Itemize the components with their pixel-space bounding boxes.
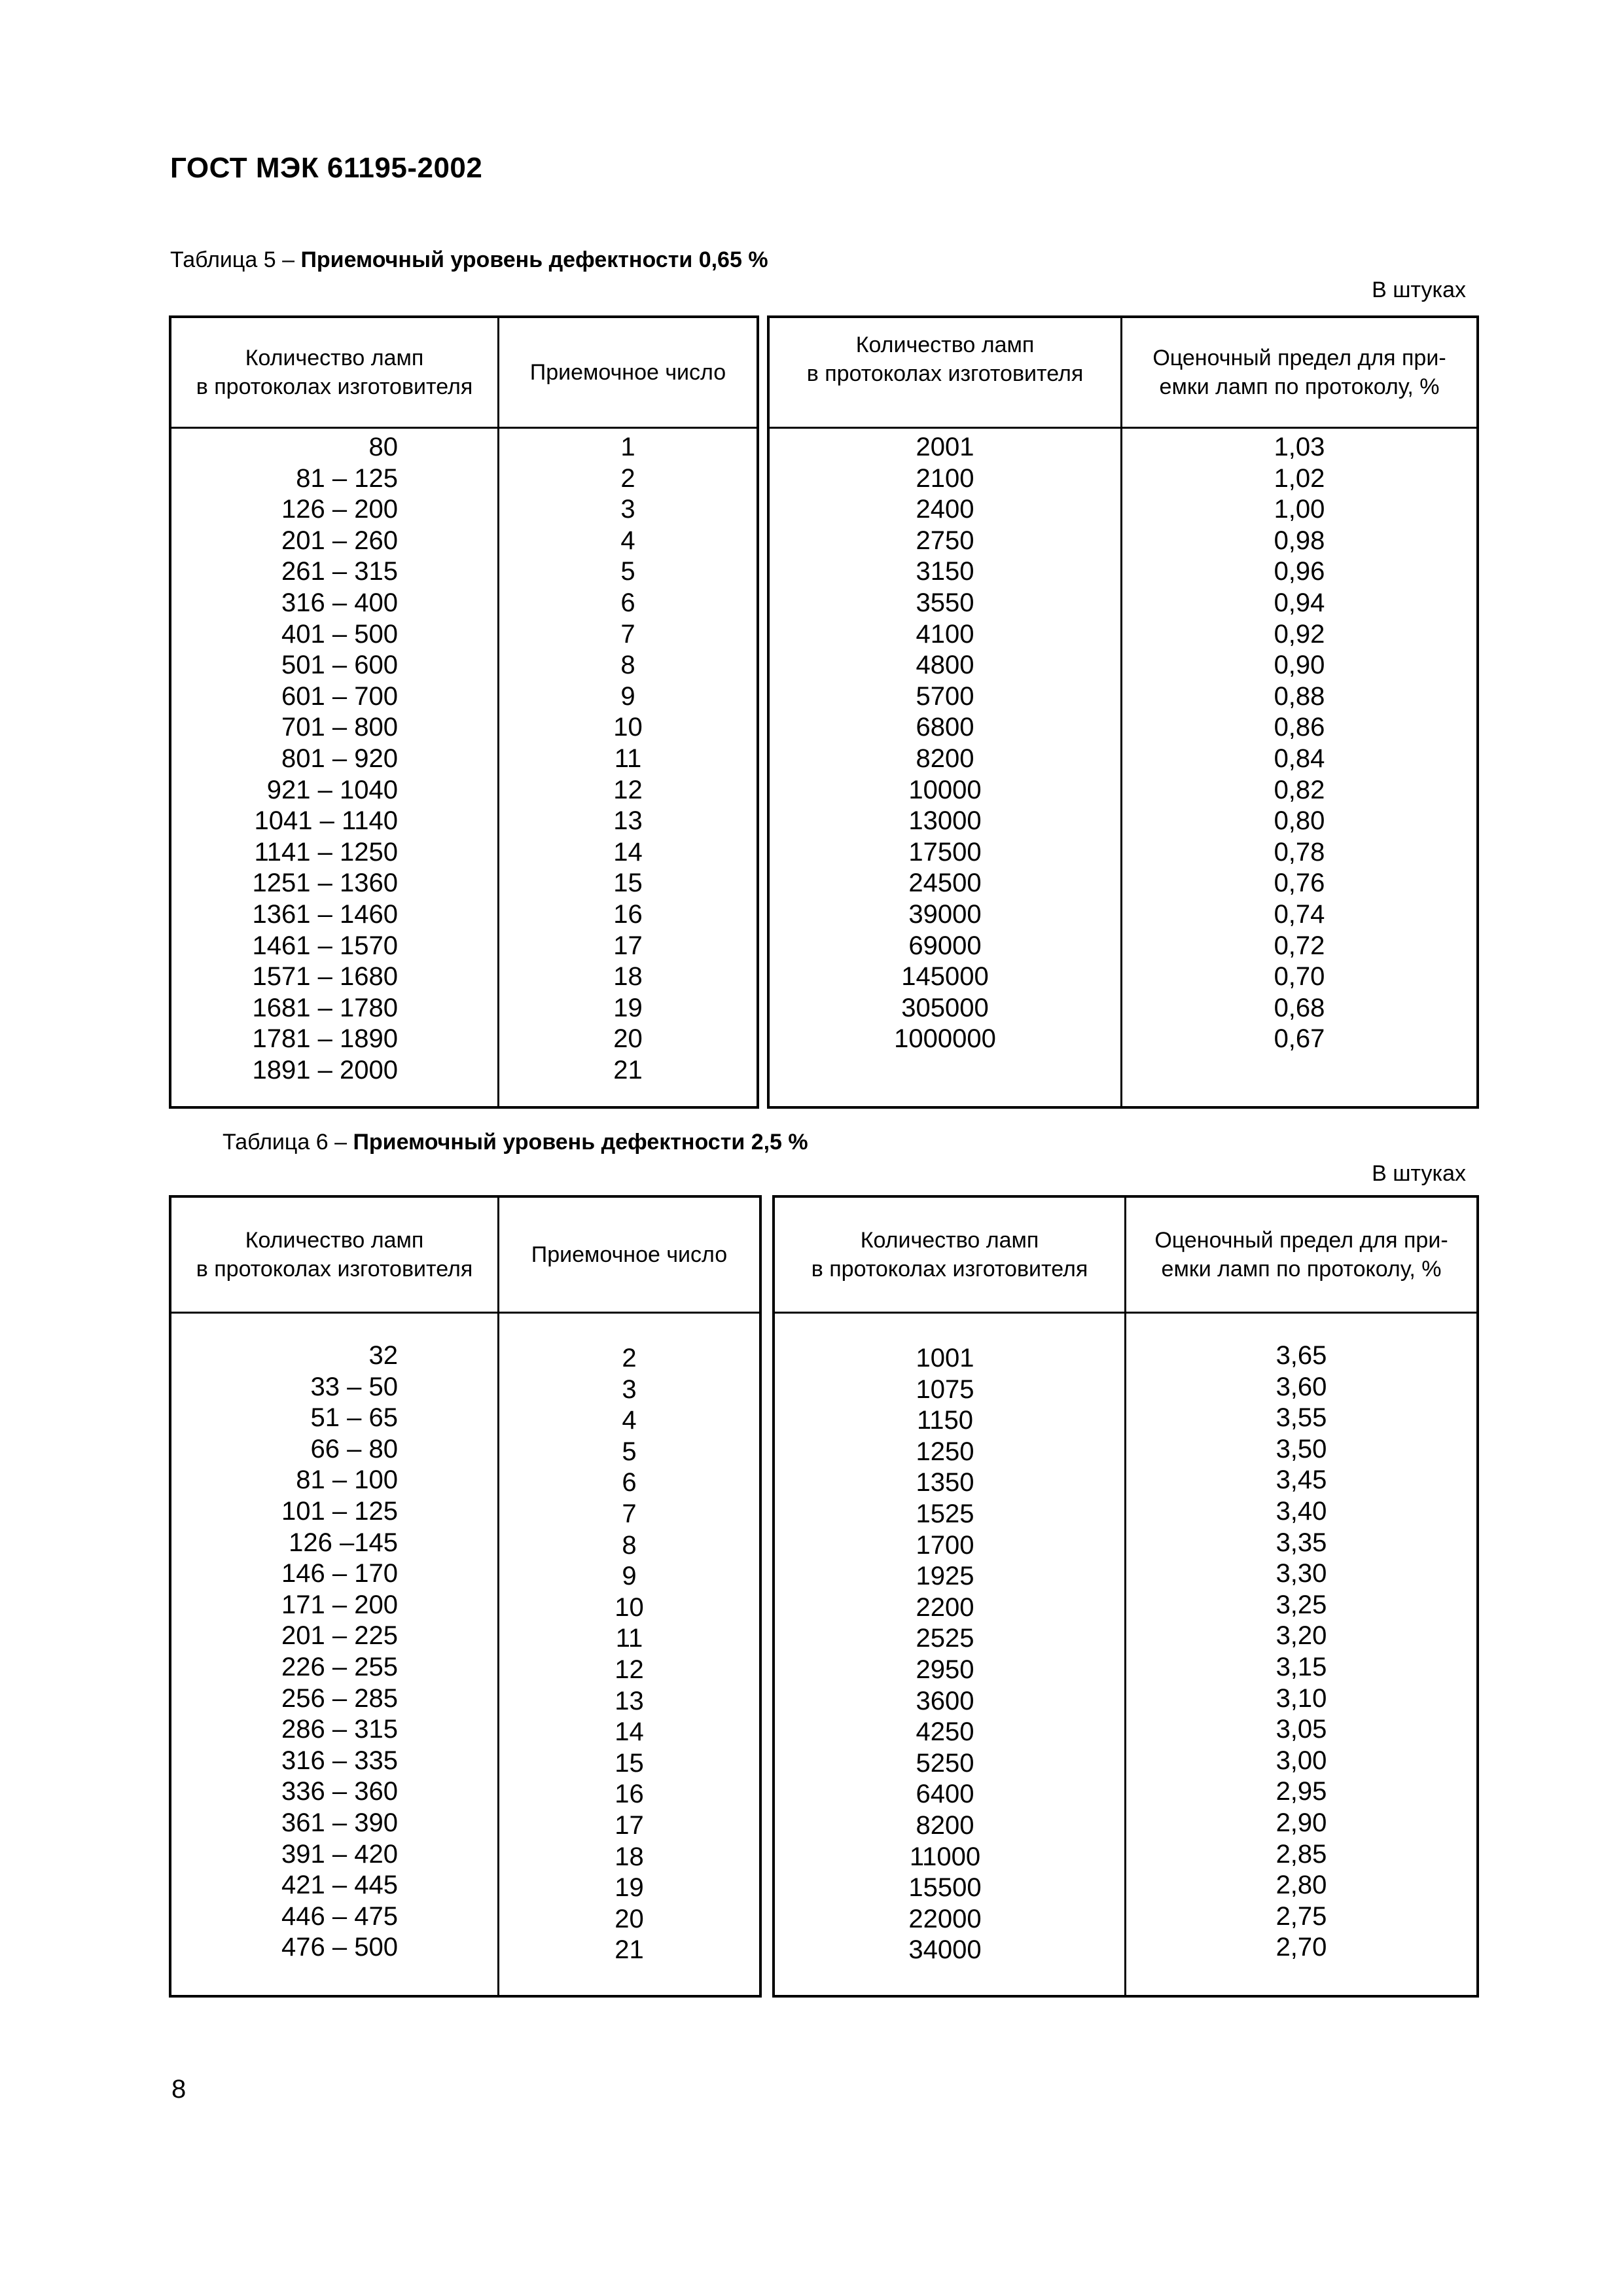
table5-qty-right-cell: 2100 <box>916 463 974 493</box>
table5-limit-cell: 0,88 <box>1274 681 1325 711</box>
table6-acceptance-cell: 12 <box>615 1655 644 1684</box>
table5-qty-right-column <box>770 432 1120 1055</box>
table6-acceptance-cell: 8 <box>622 1530 637 1560</box>
table6-acceptance-cell: 11 <box>615 1624 643 1653</box>
table6-limit-cell: 3,40 <box>1275 1496 1327 1526</box>
table6-acceptance-cell: 13 <box>615 1686 644 1715</box>
table5-qty-right-cell: 8200 <box>916 744 974 773</box>
table6-limit-cell: 2,90 <box>1275 1808 1327 1837</box>
table6-qty-right-cell: 4250 <box>916 1717 974 1747</box>
table6-qty-cell: 32 <box>368 1341 398 1370</box>
table6-qty-cell: 171 – 200 <box>281 1590 398 1619</box>
table5-caption-prefix: Таблица 5 – <box>170 247 301 272</box>
table5-limit-cell: 0,72 <box>1274 931 1325 960</box>
table6-acceptance-cell: 15 <box>615 1748 644 1778</box>
table5-qty-right-cell: 4800 <box>916 651 974 680</box>
table6-acceptance-cell: 4 <box>622 1406 637 1435</box>
table6-qty-right-column <box>775 1343 1115 1966</box>
table5-qty-cell: 501 – 600 <box>281 651 398 680</box>
table6-qty-cell: 101 – 125 <box>281 1496 398 1526</box>
table5-acceptance-cell: 5 <box>620 557 635 586</box>
table5-qty-right-cell: 2001 <box>916 433 974 461</box>
table5-acceptance-cell: 3 <box>620 495 635 524</box>
table6-qty-column <box>171 1340 398 1964</box>
table6-qty-cell: 391 – 420 <box>281 1839 398 1869</box>
table6-limit-cell: 3,05 <box>1275 1715 1327 1744</box>
table5-qty-right-cell: 5700 <box>916 681 974 711</box>
table5-caption <box>170 247 768 273</box>
table5-qty-cell: 1041 – 1140 <box>254 806 398 836</box>
table5-qty-right-cell: 3550 <box>916 588 974 617</box>
table5-qty-cell: 1681 – 1780 <box>252 993 398 1022</box>
table6-limit-cell: 3,45 <box>1275 1465 1327 1495</box>
table6-units: В штуках <box>1372 1161 1466 1186</box>
table5-qty-right-cell: 39000 <box>908 899 982 929</box>
table5-qty-right-cell: 13000 <box>908 806 982 836</box>
table6-qty-cell: 446 – 475 <box>281 1901 398 1931</box>
table5-acceptance-cell: 15 <box>613 869 643 898</box>
table6-left-block <box>169 1195 762 1998</box>
table5-limit-cell: 0,86 <box>1274 713 1325 742</box>
table5-acceptance-cell: 1 <box>620 433 635 461</box>
table5-limit-cell: 0,76 <box>1274 869 1325 898</box>
table5-limit-cell: 0,68 <box>1274 993 1325 1022</box>
table6-caption <box>223 1130 808 1155</box>
table5-acceptance-cell: 4 <box>620 526 635 555</box>
table5-limit-cell: 1,00 <box>1274 495 1325 524</box>
table6-qty-right-cell: 1700 <box>916 1530 974 1560</box>
table6-qty-cell: 256 – 285 <box>281 1683 398 1713</box>
table6-qty-cell: 316 – 335 <box>281 1746 398 1775</box>
table5-right-header-rule <box>770 427 1476 429</box>
table5-qty-column <box>171 432 398 1086</box>
table5-limit-cell: 1,03 <box>1274 433 1325 461</box>
table6-acceptance-cell: 6 <box>622 1468 637 1498</box>
table6-caption-prefix: Таблица 6 – <box>223 1130 353 1155</box>
table5-limit-cell: 0,70 <box>1274 962 1325 992</box>
table5-acceptance-cell: 12 <box>613 775 643 804</box>
table5-limit-cell: 0,82 <box>1274 775 1325 804</box>
table6-qty-cell: 126 –145 <box>289 1528 398 1557</box>
table6-qty-cell: 336 – 360 <box>281 1777 398 1806</box>
table6-acceptance-cell: 7 <box>622 1499 637 1528</box>
table5-right-block <box>767 315 1479 1109</box>
table5-limit-cell: 0,84 <box>1274 744 1325 773</box>
table6-limit-cell: 3,60 <box>1275 1372 1327 1401</box>
table5-acceptance-cell: 18 <box>613 962 643 992</box>
table6-qty-right-cell: 11000 <box>909 1842 981 1871</box>
table5-limit-cell: 0,98 <box>1274 526 1325 555</box>
table5-header-qty-right: Количество ламп в протоколах изготовителя <box>806 332 1084 386</box>
table5-qty-right-cell: 10000 <box>908 775 982 804</box>
table5-acceptance-cell: 8 <box>620 651 635 680</box>
table5-qty-right-cell: 305000 <box>901 993 989 1022</box>
table6-limit-cell: 3,50 <box>1275 1434 1327 1463</box>
table6-limit-cell: 3,00 <box>1275 1746 1327 1775</box>
table5-qty-right-cell: 1000000 <box>894 1024 996 1054</box>
table5-qty-cell: 701 – 800 <box>281 713 398 742</box>
table6-qty-cell: 361 – 390 <box>281 1808 398 1837</box>
table5-acceptance-cell: 6 <box>620 588 635 617</box>
table5-limit-cell: 1,02 <box>1274 463 1325 493</box>
table5-acceptance-cell: 14 <box>613 837 643 867</box>
table6-acceptance-cell: 3 <box>622 1374 637 1404</box>
table5-acceptance-cell: 11 <box>614 744 642 773</box>
table5-acceptance-cell: 21 <box>613 1055 643 1085</box>
table5-limit-cell: 0,96 <box>1274 557 1325 586</box>
table6-limit-cell: 3,25 <box>1275 1590 1327 1619</box>
table5-qty-right-cell: 17500 <box>908 837 982 867</box>
table5-limit-cell: 0,90 <box>1274 651 1325 680</box>
table6-limit-cell: 3,55 <box>1275 1403 1327 1433</box>
table5-header-limit: Оценочный предел для при- емки ламп по протоколу, % <box>1152 346 1446 399</box>
table5-acceptance-cell: 9 <box>620 681 635 711</box>
table5-limit-column <box>1122 432 1476 1055</box>
table6-qty-right-cell: 15500 <box>908 1873 982 1903</box>
table6-qty-cell: 226 – 255 <box>281 1652 398 1681</box>
table5-limit-cell: 0,92 <box>1274 619 1325 649</box>
table6-qty-right-cell: 34000 <box>908 1935 982 1965</box>
table6-limit-cell: 3,10 <box>1275 1683 1327 1713</box>
table5-qty-cell: 1571 – 1680 <box>252 962 398 992</box>
table6-qty-right-cell: 22000 <box>908 1904 982 1933</box>
table6-qty-cell: 51 – 65 <box>310 1403 398 1433</box>
table6-qty-right-cell: 1150 <box>916 1406 973 1435</box>
table6-limit-cell: 3,35 <box>1275 1528 1327 1557</box>
table6-qty-right-cell: 1350 <box>916 1468 974 1498</box>
table5-qty-cell: 261 – 315 <box>281 557 398 586</box>
table6-acceptance-cell: 19 <box>615 1873 644 1903</box>
table6-qty-cell: 201 – 225 <box>281 1621 398 1651</box>
table6-acceptance-cell: 10 <box>615 1592 644 1622</box>
table6-limit-cell: 3,20 <box>1275 1621 1327 1651</box>
table6-acceptance-cell: 18 <box>615 1842 644 1871</box>
table6-acceptance-cell: 20 <box>615 1904 644 1933</box>
table6-limit-cell: 3,15 <box>1275 1652 1327 1681</box>
table5-qty-cell: 1361 – 1460 <box>252 899 398 929</box>
table6-limit-cell: 3,65 <box>1275 1341 1327 1370</box>
table5-limit-cell: 0,67 <box>1274 1024 1325 1054</box>
table5-acceptance-cell: 10 <box>613 713 643 742</box>
table6-qty-cell: 421 – 445 <box>281 1871 398 1900</box>
table6-qty-right-cell: 1001 <box>916 1344 974 1372</box>
table5-caption-title: Приемочный уровень дефектности 0,65 % <box>300 247 768 272</box>
table6-qty-right-cell: 1925 <box>916 1562 974 1591</box>
table6-qty-right-cell: 1250 <box>916 1437 974 1466</box>
table6-limit-cell: 3,30 <box>1275 1559 1327 1588</box>
table5-qty-right-cell: 145000 <box>901 962 989 992</box>
table5-header-qty: Количество ламп в протоколах изготовителя <box>196 346 473 399</box>
table5-acceptance-cell: 13 <box>613 806 643 836</box>
table5-limit-cell: 0,74 <box>1274 899 1325 929</box>
table5-qty-cell: 201 – 260 <box>281 526 398 555</box>
table5-qty-right-cell: 69000 <box>908 931 982 960</box>
table5-limit-cell: 0,78 <box>1274 837 1325 867</box>
table5-qty-cell: 401 – 500 <box>281 619 398 649</box>
table6-qty-cell: 146 – 170 <box>281 1559 398 1588</box>
table5-acceptance-cell: 7 <box>620 619 635 649</box>
table5-qty-cell: 801 – 920 <box>281 744 398 773</box>
table6-acceptance-column <box>499 1343 759 1966</box>
table6-qty-cell: 476 – 500 <box>281 1933 398 1962</box>
table6-limit-column <box>1126 1340 1476 1964</box>
table6-qty-right-cell: 3600 <box>916 1686 974 1715</box>
table6-qty-cell: 33 – 50 <box>310 1372 398 1401</box>
table5-qty-cell: 1461 – 1570 <box>252 931 398 960</box>
table5-qty-cell: 601 – 700 <box>281 681 398 711</box>
table5-left-header-rule <box>171 427 757 429</box>
table5-qty-right-cell: 2400 <box>916 495 974 524</box>
table6-qty-cell: 81 – 100 <box>296 1465 398 1495</box>
table5-qty-right-cell: 24500 <box>908 869 982 898</box>
table5-qty-cell: 80 <box>368 433 398 461</box>
table6-qty-right-cell: 2950 <box>916 1655 974 1684</box>
table6-qty-cell: 286 – 315 <box>281 1715 398 1744</box>
table5-left-block <box>169 315 759 1109</box>
table6-qty-right-cell: 6400 <box>916 1780 974 1809</box>
table5-acceptance-cell: 20 <box>613 1024 643 1054</box>
table6-caption-title: Приемочный уровень дефектности 2,5 % <box>353 1130 808 1155</box>
table5-acceptance-cell: 19 <box>613 993 643 1022</box>
table6-qty-right-cell: 1075 <box>916 1374 974 1404</box>
table5-qty-cell: 921 – 1040 <box>266 775 398 804</box>
table5-qty-cell: 1891 – 2000 <box>252 1055 398 1085</box>
table6-qty-right-cell: 2525 <box>916 1624 974 1653</box>
table5-qty-cell: 1781 – 1890 <box>252 1024 398 1054</box>
table6-qty-right-cell: 2200 <box>916 1592 974 1622</box>
table6-acceptance-cell: 17 <box>615 1810 644 1840</box>
table6-acceptance-cell: 14 <box>615 1717 644 1747</box>
table6-acceptance-cell: 2 <box>622 1344 637 1372</box>
table5-qty-cell: 126 – 200 <box>281 495 398 524</box>
table5-qty-right-cell: 4100 <box>916 619 974 649</box>
table5-limit-cell: 0,94 <box>1274 588 1325 617</box>
table6-limit-cell: 2,70 <box>1275 1933 1327 1962</box>
table6-qty-cell: 66 – 80 <box>310 1434 398 1463</box>
table6-right-block <box>772 1195 1479 1998</box>
table5-limit-cell: 0,80 <box>1274 806 1325 836</box>
table6-limit-cell: 2,80 <box>1275 1871 1327 1900</box>
table6-qty-right-cell: 8200 <box>916 1810 974 1840</box>
table6-qty-right-cell: 5250 <box>916 1748 974 1778</box>
table6-acceptance-cell: 5 <box>622 1437 637 1466</box>
table5-acceptance-cell: 2 <box>620 463 635 493</box>
table5-acceptance-column <box>499 432 757 1086</box>
table5-qty-cell: 1141 – 1250 <box>254 837 398 867</box>
table6-right-header-rule <box>775 1312 1476 1314</box>
table5-qty-right-cell: 2750 <box>916 526 974 555</box>
table5-acceptance-cell: 16 <box>613 899 643 929</box>
table6-acceptance-cell: 9 <box>622 1562 637 1591</box>
table6-left-header-rule <box>171 1312 759 1314</box>
table6-header-qty: Количество ламп в протоколах изготовителя <box>196 1228 473 1282</box>
table5-qty-right-cell: 3150 <box>916 557 974 586</box>
table6-limit-cell: 2,75 <box>1275 1901 1327 1931</box>
table6-acceptance-cell: 21 <box>615 1935 644 1965</box>
table6-limit-cell: 2,85 <box>1275 1839 1327 1869</box>
document-title: ГОСТ МЭК 61195-2002 <box>170 152 483 184</box>
page-number: 8 <box>171 2075 187 2104</box>
table5-qty-cell: 1251 – 1360 <box>252 869 398 898</box>
table6-limit-cell: 2,95 <box>1275 1777 1327 1806</box>
table6-acceptance-cell: 16 <box>615 1780 644 1809</box>
table5-acceptance-cell: 17 <box>613 931 643 960</box>
table6-header-acceptance: Приемочное число <box>531 1242 728 1267</box>
table6-header-limit: Оценочный предел для при- емки ламп по протоколу, % <box>1154 1228 1448 1282</box>
table5-qty-cell: 81 – 125 <box>296 463 398 493</box>
table6-header-qty-right: Количество ламп в протоколах изготовителя <box>811 1228 1088 1282</box>
table6-qty-right-cell: 1525 <box>916 1499 974 1528</box>
table5-qty-right-cell: 6800 <box>916 713 974 742</box>
table5-qty-cell: 316 – 400 <box>281 588 398 617</box>
table5-header-acceptance: Приемочное число <box>529 360 726 385</box>
table5-units: В штуках <box>1372 278 1466 302</box>
